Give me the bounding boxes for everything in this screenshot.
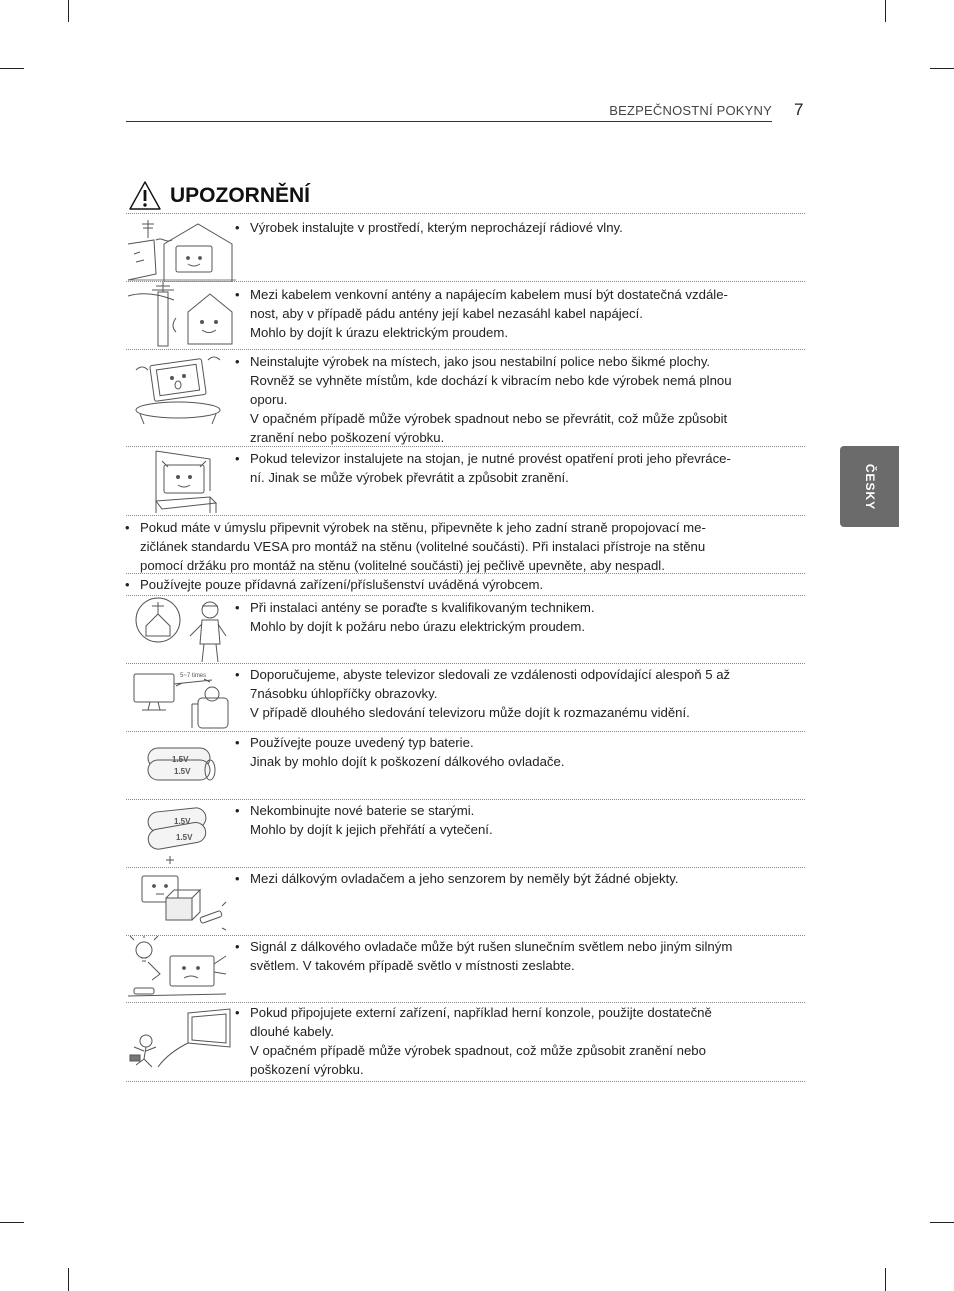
crop-mark [68, 0, 69, 22]
illustration [126, 732, 236, 800]
warning-icon [128, 180, 162, 212]
text-line: Jinak by mohlo dojít k poškození dálkového ovladače. [250, 754, 565, 769]
text-line: zičlánek standardu VESA pro montáž na stěnu (volitelné součásti). Při instalaci přístroje na stěnu [140, 539, 706, 554]
page-title: UPOZORNĚNÍ [170, 184, 311, 207]
text-line: 7násobku úhlopříčky obrazovky. [250, 686, 438, 701]
bullet: • [235, 667, 240, 682]
caution-text [235, 937, 790, 975]
bullet: • [235, 354, 240, 369]
caution-item [126, 595, 805, 664]
caution-text [235, 1003, 790, 1079]
battery-label: 1.5V [174, 767, 191, 776]
crop-mark [885, 0, 886, 22]
illustration [126, 447, 236, 516]
caution-item [126, 573, 805, 596]
caution-text [235, 801, 790, 839]
illustration [126, 282, 236, 350]
illustration [126, 800, 236, 868]
text-line: Používejte pouze uvedený typ baterie. [250, 735, 474, 750]
battery-label: 1.5V [176, 833, 193, 842]
illustration [126, 868, 236, 936]
text-line: oporu. [250, 392, 288, 407]
text-line: Signál z dálkového ovladače může být rušen slunečním světlem nebo jiným silným [250, 939, 733, 954]
text-line: dlouhé kabely. [250, 1024, 335, 1039]
technician-illustration [126, 596, 236, 664]
bullet: • [235, 451, 240, 466]
cable-tripping-illustration [126, 1003, 236, 1081]
caution-text [235, 449, 790, 487]
text-line: poškození výrobku. [250, 1062, 364, 1077]
header-rule [126, 121, 772, 122]
antenna-cable-illustration [126, 282, 236, 350]
text-line: V případě dlouhého sledování televizoru může dojít k rozmazanému vidění. [250, 705, 690, 720]
caution-text [125, 518, 780, 575]
text-line: Nekombinujte nové baterie se starými. [250, 803, 475, 818]
distance-label: 5~7 times [180, 673, 207, 679]
viewing-distance-illustration [126, 664, 236, 732]
bullet: • [125, 520, 130, 535]
crop-mark [885, 1268, 886, 1291]
text-line: Mohlo by dojít k jejich přehřátí a vytečení. [250, 822, 493, 837]
text-line: nost, aby v případě pádu antény její kabel nezasáhl kabel napájecí. [250, 306, 643, 321]
caution-item [126, 213, 805, 282]
crop-mark [68, 1268, 69, 1291]
bullet: • [235, 939, 240, 954]
crop-mark [0, 1222, 24, 1223]
caution-item [126, 935, 805, 1003]
caution-text [125, 575, 780, 594]
illustration [126, 596, 236, 664]
illustration [126, 350, 236, 426]
text-line: světlem. V takovém případě světlo v místnosti zeslabte. [250, 958, 575, 973]
caution-item [126, 1002, 805, 1082]
running-header: BEZPEČNOSTNÍ POKYNY [609, 103, 772, 118]
text-line: Mohlo by dojít k úrazu elektrickým proudem. [250, 325, 508, 340]
caution-item [126, 799, 805, 868]
bullet: • [235, 287, 240, 302]
caution-item [126, 867, 805, 936]
remote-obstacle-illustration [126, 868, 236, 936]
caution-item [126, 281, 805, 350]
text-line: Doporučujeme, abyste televizor sledovali ze vzdálenosti odpovídající alespoň 5 až [250, 667, 731, 682]
bullet: • [235, 1005, 240, 1020]
text-line: Při instalaci antény se poraďte s kvalifikovaným technikem. [250, 600, 595, 615]
illustration [126, 936, 236, 1003]
caution-item [126, 446, 805, 516]
crop-mark [930, 1222, 954, 1223]
text-line: Mohlo by dojít k požáru nebo úrazu elektrickým proudem. [250, 619, 585, 634]
text-line: zranění nebo poškození výrobku. [250, 430, 445, 445]
caution-item [126, 731, 805, 800]
bullet: • [235, 735, 240, 750]
caution-item [126, 663, 805, 732]
language-tab [840, 446, 899, 527]
bullet: • [235, 220, 240, 235]
battery-label: 1.5V [174, 817, 191, 826]
illustration [126, 664, 236, 732]
page-number: 7 [794, 100, 804, 119]
caution-text [235, 665, 790, 722]
text-line: Používejte pouze přídavná zařízení/příslušenství uváděná výrobcem. [140, 577, 544, 592]
caution-item [126, 349, 805, 447]
crop-mark [0, 68, 24, 69]
bullet: • [235, 871, 240, 886]
text-line: Pokud televizor instalujete na stojan, je nutné provést opatření proti jeho převráce- [250, 451, 731, 466]
caution-text [235, 218, 790, 237]
battery-illustration [126, 732, 236, 800]
caution-text [235, 352, 790, 447]
text-line: V opačném případě může výrobek spadnout nebo se převrátit, což může způsobit [250, 411, 728, 426]
text-line: pomocí držáku pro montáž na stěnu (volitelné součásti) jej pečlivě upevněte, aby nespadl. [140, 558, 665, 573]
text-line: Pokud máte v úmyslu připevnit výrobek na stěnu, připevněte k jeho zadní straně propojovací me- [140, 520, 706, 535]
caution-text [235, 598, 790, 636]
text-line: V opačném případě může výrobek spadnout, což může způsobit zranění nebo [250, 1043, 706, 1058]
caution-item [126, 515, 805, 574]
unstable-tv-illustration [126, 350, 236, 426]
text-line: Rovněž se vyhněte místům, kde dochází k vibracím nebo kde výrobek nemá plnou [250, 373, 732, 388]
text-line: Neinstalujte výrobek na místech, jako jsou nestabilní police nebo šikmé plochy. [250, 354, 711, 369]
text-line: ní. Jinak se může výrobek převrátit a způsobit zranění. [250, 470, 569, 485]
battery-label: 1.5V [172, 755, 189, 764]
illustration [126, 214, 236, 282]
caution-text [235, 733, 790, 771]
section-heading [128, 178, 310, 214]
light-interference-illustration [126, 936, 236, 1003]
bullet: • [125, 577, 130, 592]
tv-stand-wall-illustration [126, 447, 236, 516]
house-antenna-illustration [126, 214, 236, 282]
crop-mark [930, 68, 954, 69]
text-line: Mezi kabelem venkovní antény a napájecím kabelem musí být dostatečná vzdále- [250, 287, 728, 302]
text-line: Pokud připojujete externí zařízení, například herní konzole, použijte dostatečně [250, 1005, 712, 1020]
mixed-batteries-illustration [126, 800, 236, 868]
bullet: • [235, 600, 240, 615]
language-tab-label: ČESKY [862, 463, 877, 510]
text-line: Mezi dálkovým ovladačem a jeho senzorem by neměly být žádné objekty. [250, 871, 679, 886]
bullet: • [235, 803, 240, 818]
illustration [126, 1003, 236, 1081]
caution-text [235, 285, 790, 342]
text-line: Výrobek instalujte v prostředí, kterým neprocházejí rádiové vlny. [250, 220, 623, 235]
caution-text [235, 869, 790, 888]
